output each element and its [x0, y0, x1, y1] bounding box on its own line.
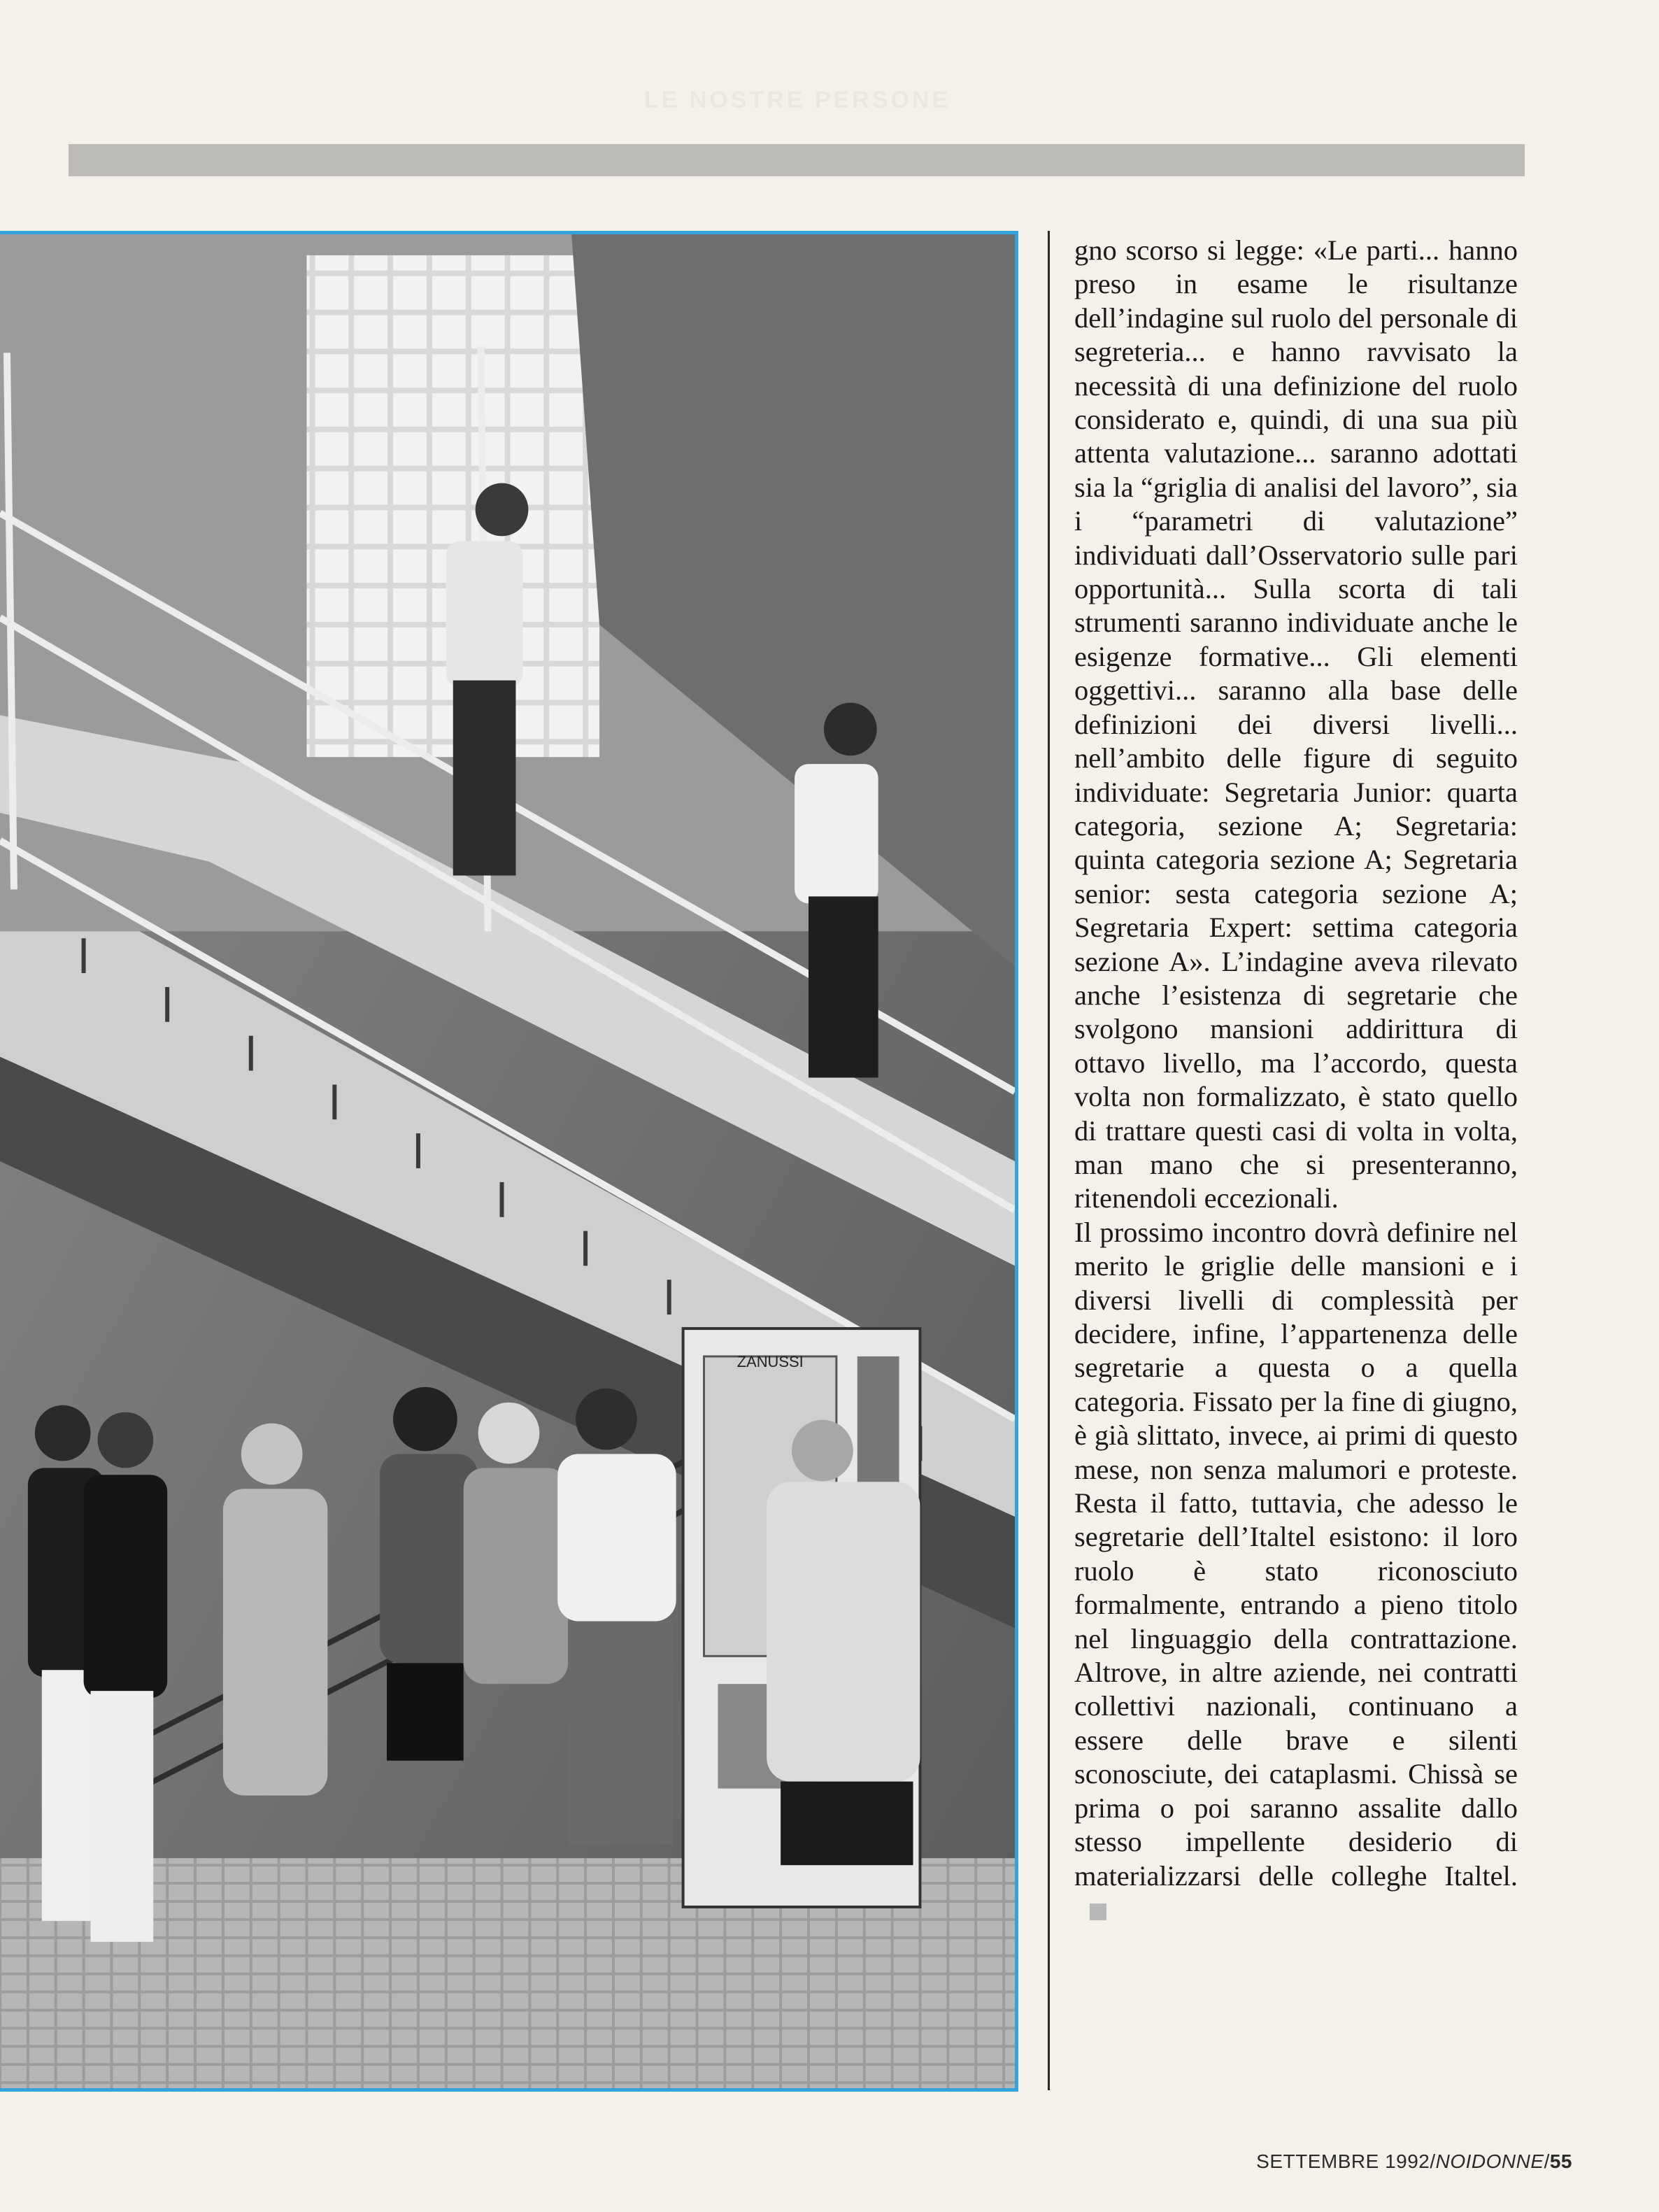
header-bar	[69, 144, 1525, 176]
vending-brand: ZANUSSI	[736, 1352, 804, 1370]
article-paragraph-2-text: Il prossimo incontro dovrà definire nel merito le griglie delle mansioni e i diversi livelli di complessità per decidere, infine, l’appartenenza delle segretarie a questa o a quella categoria. Fissato per la fine di giugno, è già slittato, invece, ai primi di questo mese, non senza malumori e proteste. Resta il fatto, tuttavia, che adesso le segretarie dell’Italtel esistono: il loro ruolo è stato riconosciuto formalmente, entrando a pieno titolo nel linguaggio della contrattazione. Altrove, in altre aziende, nei contratti collettivi nazionali, continuano a essere delle brave e silenti sconosciute, dei cataplasmi. Chissà se prima o poi saranno assalite dallo stesso impellente desiderio di materializzarsi delle colleghe Italtel.	[1074, 1216, 1518, 1892]
running-title: LE NOSTRE PERSONE	[643, 87, 951, 113]
footer-date: SETTEMBRE 1992/	[1256, 2150, 1436, 2172]
footer-magazine: NOIDONNE	[1435, 2150, 1544, 2172]
footer-separator: /	[1544, 2150, 1550, 2172]
page-footer	[1256, 2150, 1572, 2173]
article-paragraph-1: gno scorso si legge: «Le parti... hanno preso in esame le risultanze dell’indagine sul ruolo del personale di segreteria... e hanno ravvisato la necessità di una definizione del ruolo considerato e, quindi, di una sua più attenta valutazione... saranno adottati sia la “griglia di analisi del lavoro”, sia i “parametri di valutazione” individuati dall’Osservatorio sulle pari opportunità... Sulla scorta di tali strumenti saranno individuate anche le esigenze formative... Gli elementi oggettivi... saranno alla base delle definizioni dei diversi livelli... nell’ambito delle figure di seguito individuate: Segretaria Junior: quarta categoria, sezione A; Segretaria: quinta categoria sezione A; Segretaria senior: sesta categoria sezione A; Segretaria Expert: settima categoria sezione A». L’indagine aveva rilevato anche l’esistenza di segretarie che svolgono mansioni addirittura di ottavo livello, ma l’accordo, questa volta non formalizzato, è stato quello di trattare questi casi di volta in volta, man mano che si presenteranno, ritenendoli eccezionali.	[1074, 234, 1518, 1214]
page-number: 55	[1549, 2150, 1572, 2172]
end-of-article-square-icon	[1090, 1903, 1106, 1920]
article-paragraph-2	[1074, 1216, 1518, 1927]
column-rule	[1048, 231, 1050, 2090]
staircase-photo	[0, 231, 1018, 2092]
photo-illustration	[0, 234, 1015, 2088]
article-body	[1074, 234, 1518, 1927]
